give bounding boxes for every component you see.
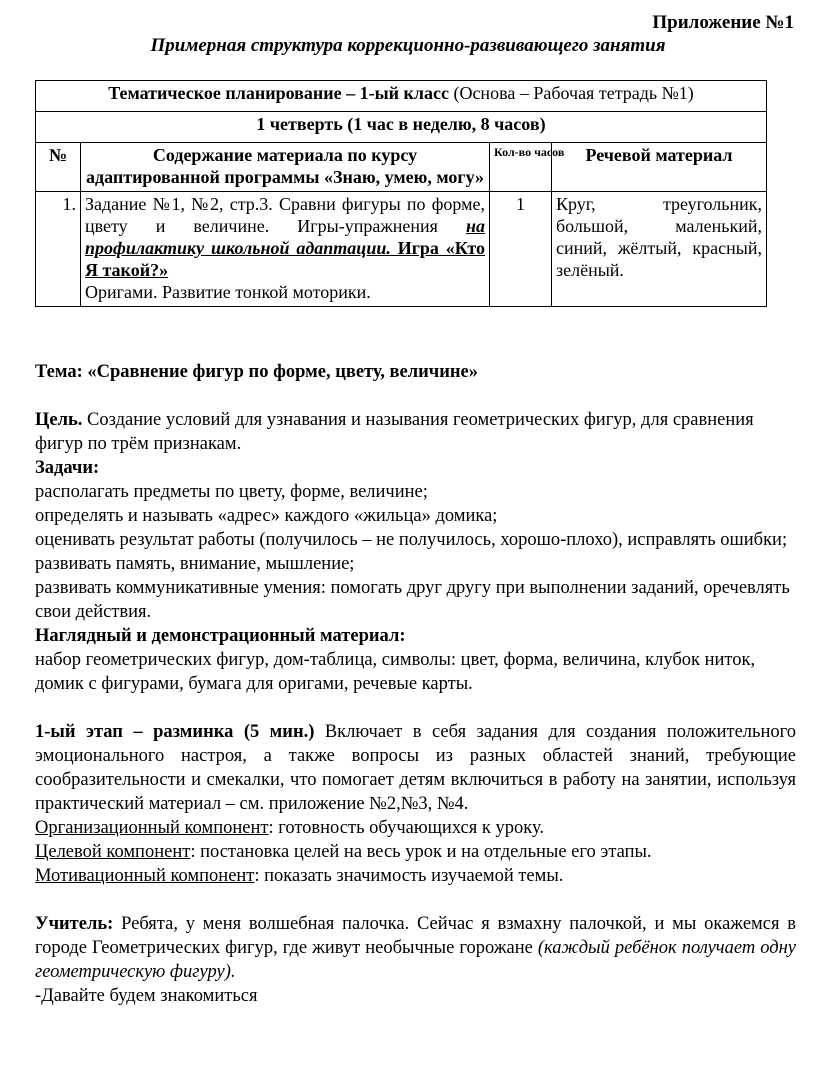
table-title-row — [36, 81, 767, 112]
document-title: Примерная структура коррекционно-развивающего занятия — [150, 35, 666, 56]
component-target — [35, 840, 796, 864]
planning-table — [35, 80, 767, 307]
task-item: располагать предметы по цвету, форме, величине; — [35, 482, 428, 502]
teacher-text: Ребята, у меня волшебная палочка. Сейчас я взмахну палочкой, и мы окажемся в городе Геометрических фигур, где живут необычные горожане — [35, 914, 796, 958]
component-motivational — [35, 864, 796, 888]
stage-paragraph — [35, 720, 796, 816]
goal-label: Цель. — [35, 410, 83, 430]
tasks-label: Задачи: — [35, 458, 100, 478]
header-count: Кол-во часов — [490, 143, 552, 192]
teacher-paragraph — [35, 912, 796, 984]
component-text: : показать значимость изучаемой темы. — [254, 866, 564, 886]
stage-text: Включает в себя задания для создания положительного эмоционального настроя, а также вопросы из разных областей знаний, требующие сообразительности и смекалки, что помогает детям включиться в работу на занятии, используя практический материал – см. приложение №2,№3, №4. — [35, 722, 796, 814]
task-item: развивать память, внимание, мышление; — [35, 554, 355, 574]
component-text: : постановка целей на весь урок и на отдельные его этапы. — [190, 842, 652, 862]
row-speech: Круг, треугольник, большой, маленький, синий, жёлтый, красный, зелёный. — [552, 191, 767, 306]
header-row — [36, 143, 767, 192]
component-label: Мотивационный компонент — [35, 866, 255, 886]
component-text: : готовность обучающихся к уроку. — [268, 818, 544, 838]
header-number: № — [36, 143, 81, 192]
table-title-bold: Тематическое планирование – 1-ый класс — [108, 83, 449, 103]
table-row — [36, 191, 767, 306]
row-content-game: Игра «Кто Я такой?» — [85, 237, 485, 280]
quarter-cell: 1 четверть (1 час в неделю, 8 часов) — [36, 112, 767, 143]
task-item: оценивать результат работы (получилось – не получилось, хорошо-плохо), исправлять ошибки; — [35, 530, 788, 550]
component-label: Организационный компонент — [35, 818, 269, 838]
component-organizational — [35, 816, 796, 840]
row-content-emphasis: на профилактику школьной адаптации. — [85, 215, 485, 258]
appendix-label: Приложение №1 — [652, 12, 794, 33]
goal-text: Создание условий для узнавания и называния геометрических фигур, для сравнения фигур по трём признакам. — [35, 410, 754, 454]
row-content-plain: Задание №1, №2, стр.3. Сравни фигуры по форме, цвету и величине. Игры-упражнения — [85, 193, 485, 236]
row-number: 1. — [36, 191, 81, 306]
component-label: Целевой компонент — [35, 842, 191, 862]
stage-label: 1-ый этап – разминка (5 мин.) — [35, 722, 315, 742]
table-title-rest: (Основа – Рабочая тетрадь №1) — [448, 83, 694, 103]
material-text: набор геометрических фигур, дом-таблица, символы: цвет, форма, величина, клубок ниток, домик с фигурами, бумага для оригами, речевые карты. — [35, 650, 756, 694]
teacher-italic: (каждый ребёнок получает одну геометрическую фигуру). — [35, 938, 796, 982]
header-speech: Речевой материал — [552, 143, 767, 192]
table-title-cell — [36, 81, 767, 112]
teacher-label: Учитель: — [35, 914, 114, 934]
lesson-theme: Тема: «Сравнение фигур по форме, цвету, величине» — [35, 362, 479, 382]
goal-paragraph — [35, 408, 796, 456]
material-label: Наглядный и демонстрационный материал: — [35, 626, 406, 646]
lesson-body — [35, 360, 796, 1008]
row-content — [81, 191, 490, 306]
row-count: 1 — [490, 191, 552, 306]
row-content-end: Оригами. Развитие тонкой моторики. — [85, 281, 371, 302]
task-item: определять и называть «адрес» каждого «жильца» домика; — [35, 506, 498, 526]
header-content: Содержание материала по курсу адаптированной программы «Знаю, умею, могу» — [81, 143, 490, 192]
task-item: развивать коммуникативные умения: помогать друг другу при выполнении заданий, оречевлять свои действия. — [35, 578, 790, 622]
quarter-row — [36, 112, 767, 143]
last-line: -Давайте будем знакомиться — [35, 986, 258, 1006]
